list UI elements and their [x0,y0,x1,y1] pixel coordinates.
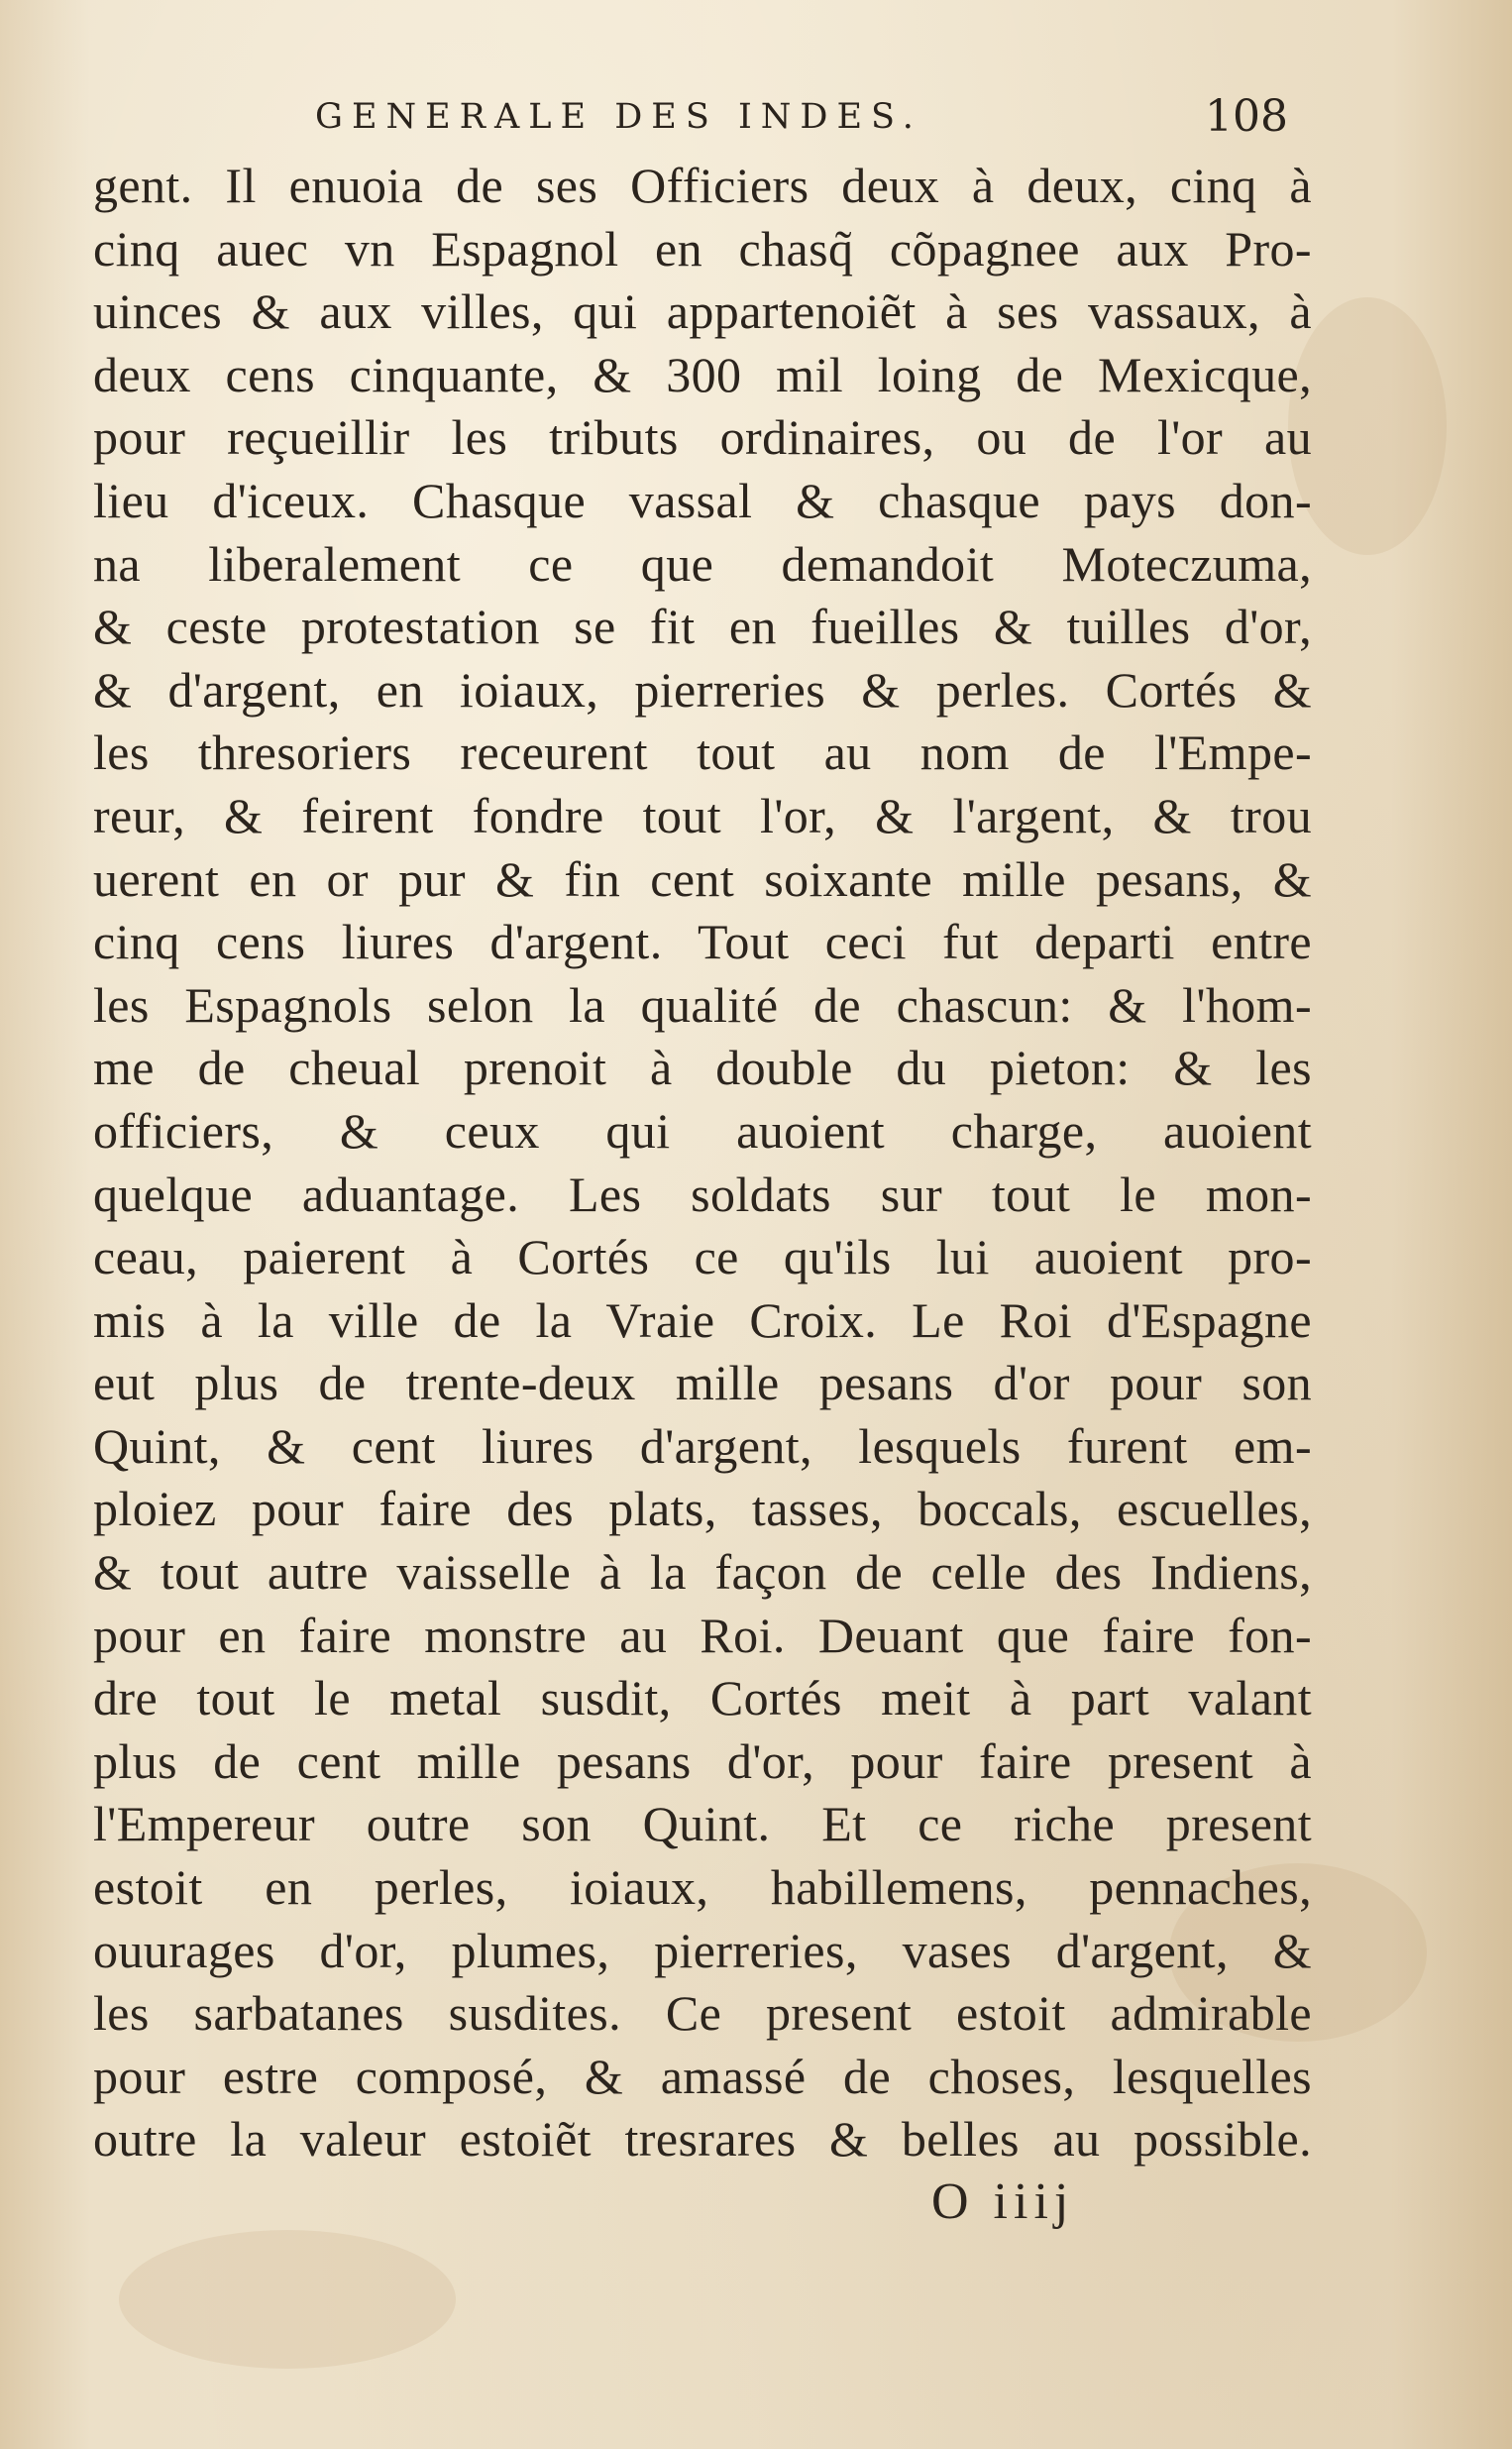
text-line: gent. Il enuoia de ses Officiers deux à deux, cinq à [93,158,1312,213]
text-line: & d'argent, en ioiaux, pierreries & perles. Cortés & [93,661,1312,718]
text-line: Quint, & cent liures d'argent, lesquels furent em- [93,1417,1312,1474]
text-line: & tout autre vaisselle à la façon de celle des Indiens, [93,1544,1312,1601]
text-line: les thresoriers receurent tout au nom de l'Empe- [93,724,1312,781]
text-line: les Espagnols selon la qualité de chascun: & l'hom- [93,976,1312,1033]
text-line: deux cens cinquante, & 300 mil loing de Mexicque, [93,346,1312,402]
text-line: plus de cent mille pesans d'or, pour faire present à [93,1732,1312,1789]
page-number: 108 [1205,91,1288,142]
text-line: me de cheual prenoit à double du pieton: & les [93,1040,1312,1096]
text-line: eut plus de trente-deux mille pesans d'or pour son [93,1355,1312,1411]
text-line: ouurages d'or, plumes, pierreries, vases d'argent, & [93,1922,1312,1978]
text-line: outre la valeur estoiẽt tresrares & belles au possible. [93,2111,1312,2168]
signature-mark: O iiij [931,2173,1075,2230]
text-line: mis à la ville de la Vraie Croix. Le Roi d'Espagne [93,1291,1312,1348]
text-line: cinq auec vn Espagnol en chasq̃ cõpagnee aux Pro- [93,220,1312,277]
text-line: dre tout le metal susdit, Cortés meit à part valant [93,1670,1312,1726]
paper-stain [1288,297,1447,555]
text-line: l'Empereur outre son Quint. Et ce riche present [93,1796,1312,1852]
text-line: reur, & feirent fondre tout l'or, & l'argent, & trou [93,787,1312,843]
paper-stain [119,2230,456,2369]
text-line: ceau, paierent à Cortés ce qu'ils lui auoient pro- [93,1229,1312,1285]
page-header [297,91,1288,151]
text-line: uerent en or pur & fin cent soixante mille pesans, & [93,850,1312,907]
text-line: pour estre composé, & amassé de choses, lesquelles [93,2048,1312,2104]
text-line: officiers, & ceux qui auoient charge, auoient [93,1102,1312,1159]
text-line: les sarbatanes susdites. Ce present estoit admirable [93,1985,1312,2042]
text-line: uinces & aux villes, qui appartenoiẽt à ses vassaux, à [93,283,1312,340]
text-line: na liberalement ce que demandoit Moteczuma, [93,535,1312,592]
text-line: lieu d'iceux. Chasque vassal & chasque pays don- [93,472,1312,528]
text-line: estoit en perles, ioiaux, habillemens, pennaches, [93,1859,1312,1916]
text-line: pour reçueillir les tributs ordinaires, ou de l'or au [93,409,1312,466]
text-line: pour en faire monstre au Roi. Deuant que faire fon- [93,1607,1312,1663]
running-head: GENERALE DES INDES. [315,97,922,137]
text-line: ploiez pour faire des plats, tasses, boccals, escuelles, [93,1481,1312,1537]
text-line: & ceste protestation se fit en fueilles & tuilles d'or, [93,599,1312,655]
body-text [93,155,1312,2171]
text-line: quelque aduantage. Les soldats sur tout le mon- [93,1166,1312,1222]
text-line: cinq cens liures d'argent. Tout ceci fut departi entre [93,914,1312,970]
